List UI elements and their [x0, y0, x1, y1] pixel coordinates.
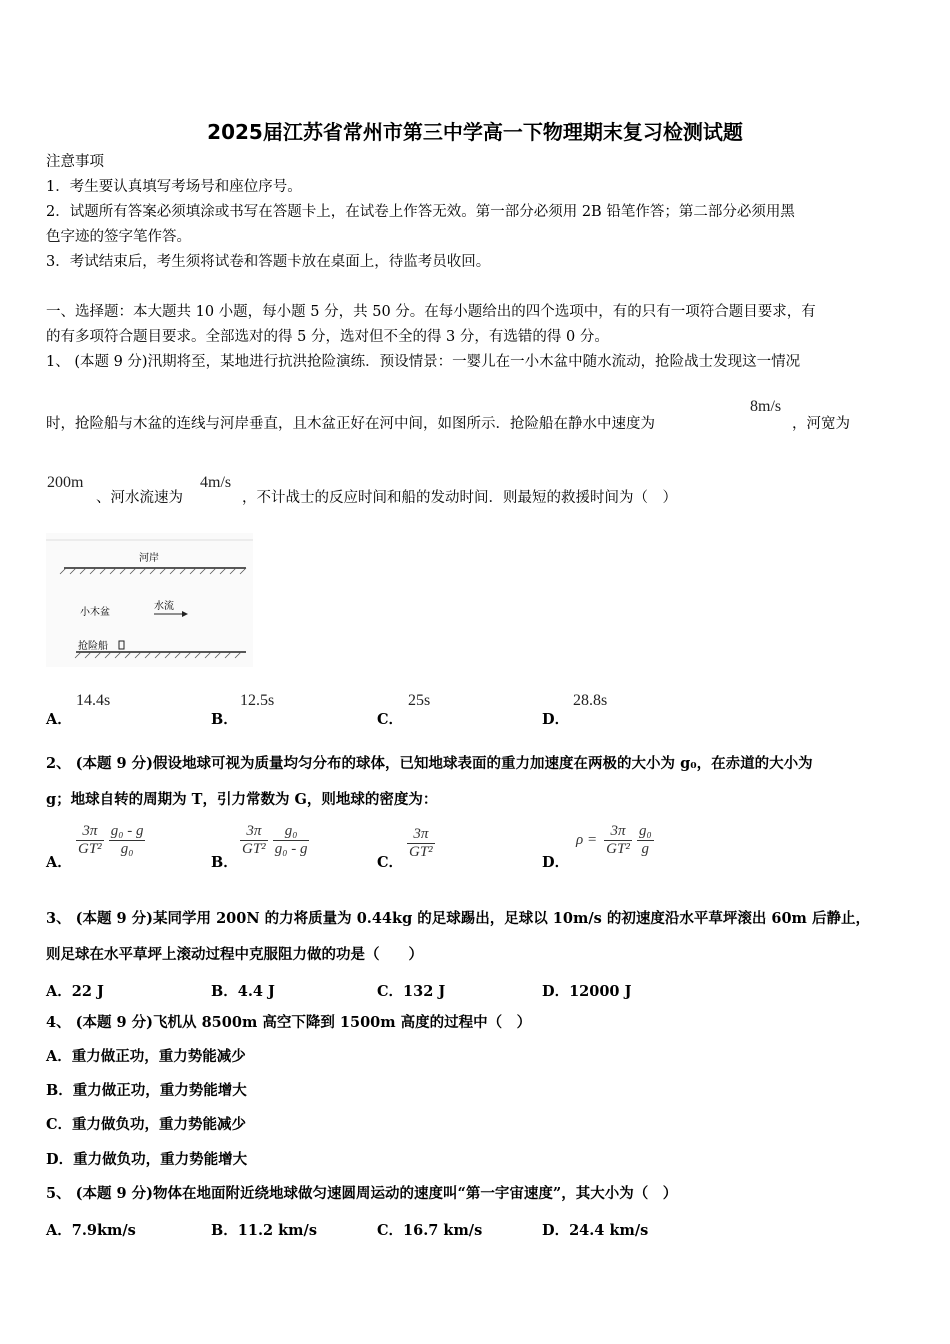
- q4-option: C．重力做负功，重力势能减少: [46, 1116, 247, 1133]
- q2-option-c-formula: [407, 826, 435, 861]
- river-figure: [46, 533, 253, 667]
- q3-option: [377, 980, 445, 1001]
- notice-item: 3．考试结束后，考生须将试卷和答题卡放在桌面上，待监考员收回。: [46, 254, 491, 270]
- option-value: 12000 J: [569, 983, 632, 1000]
- question-5-text: 5、 (本题 9 分)物体在地面附近绕地球做匀速圆周运动的速度叫“第一宇宙速度”，其大小为（ ）: [46, 1185, 678, 1202]
- q2-option-b-formula: [240, 823, 309, 858]
- option-value: 11.2 km/s: [237, 1222, 317, 1239]
- bank-label: 河岸: [139, 553, 159, 564]
- q1-option-value: 14.4s: [76, 692, 111, 709]
- notice-heading: 注意事项: [46, 154, 104, 170]
- denominator: GT²: [78, 841, 102, 857]
- denominator: GT²: [242, 841, 266, 857]
- q5-option: [377, 1219, 482, 1240]
- q3-option: [542, 980, 631, 1001]
- denominator: g₀ - g: [274, 841, 308, 857]
- question-2-text: g；地球自转的周期为 T，引力常数为 G，则地球的密度为：: [46, 791, 438, 808]
- option-label: D．: [542, 983, 570, 1000]
- q1-text-part: 时，抢险船与木盆的连线与河岸垂直，且木盆正好在河中间，如图所示．抢险船在静水中速度为: [46, 416, 655, 432]
- denominator: g: [641, 841, 650, 857]
- q4-option: B．重力做正功，重力势能增大: [46, 1082, 247, 1099]
- option-label: B．: [211, 1222, 238, 1239]
- q1-river-width: 200m: [47, 474, 84, 491]
- boat-icon: [119, 641, 124, 649]
- q3-option: [211, 980, 275, 1001]
- q1-option-label: A．: [46, 711, 72, 728]
- option-label: C．: [377, 1222, 404, 1239]
- option-value: 24.4 km/s: [569, 1222, 649, 1239]
- numerator: 3π: [407, 826, 435, 844]
- q1-option-label: B．: [211, 711, 238, 728]
- fraction: [109, 823, 146, 858]
- q5-option: [542, 1219, 648, 1240]
- q4-option: D．重力做负功，重力势能增大: [46, 1151, 248, 1168]
- notice-item: 1．考生要认真填写考场号和座位序号。: [46, 179, 302, 195]
- option-label: C．: [377, 983, 404, 1000]
- q2-option-label: D．: [542, 854, 570, 871]
- option-label: A．: [46, 983, 72, 1000]
- question-3-text: 3、 (本题 9 分)某同学用 200N 的力将质量为 0.44kg 的足球踢出，足球以 10m/s 的初速度沿水平草坪滚出 60m 后静止，: [46, 910, 870, 927]
- rho-prefix: [574, 832, 599, 849]
- q4-option: A．重力做正功，重力势能减少: [46, 1048, 246, 1065]
- numerator: 3π: [76, 823, 104, 841]
- numerator: g₀ - g: [110, 823, 144, 839]
- q1-text-part: ，不计战士的反应时间和船的发动时间．则最短的救援时间为（ ）: [242, 490, 677, 506]
- question-3-text: 则足球在水平草坪上滚动过程中克服阻力做的功是（ ）: [46, 946, 423, 963]
- notice-item: 2．试题所有答案必须填涂或书写在答题卡上，在试卷上作答无效。第一部分必须用 2B 铅笔作答；第二部分必须用黑: [46, 204, 795, 220]
- q1-text-part: 、河水流速为: [96, 490, 183, 506]
- question-4-text: 4、 (本题 9 分)飞机从 8500m 高空下降到 1500m 高度的过程中（ ）: [46, 1014, 532, 1031]
- q1-option-label: C．: [377, 711, 404, 728]
- option-label: B．: [211, 983, 238, 1000]
- question-1-text: 1、 (本题 9 分)汛期将至，某地进行抗洪抢险演练．预设情景：一婴儿在一小木盆中随水流动，抢险战士发现这一情况: [46, 354, 801, 370]
- denominator: GT²: [409, 844, 433, 860]
- denominator: g₀: [120, 841, 134, 857]
- page-title: 2025届江苏省常州市第三中学高一下物理期末复习检测试题: [207, 120, 743, 144]
- option-value: 16.7 km/s: [403, 1222, 483, 1239]
- section-intro: 一、选择题：本大题共 10 小题，每小题 5 分，共 50 分。在每小题给出的四个选项中，有的只有一项符合题目要求，有: [46, 304, 816, 320]
- river-diagram: [46, 533, 253, 667]
- q2-option-a-formula: [76, 823, 145, 858]
- option-value: 22 J: [71, 983, 104, 1000]
- fraction: [240, 823, 268, 858]
- q1-option-label: D．: [542, 711, 570, 728]
- fraction: [273, 823, 310, 858]
- numerator: g₀: [273, 823, 310, 841]
- fraction: [76, 823, 104, 858]
- section-intro: 的有多项符合题目要求。全部选对的得 5 分，选对但不全的得 3 分，有选错的得 0 分。: [46, 329, 609, 345]
- option-value: 4.4 J: [237, 983, 275, 1000]
- question-2-text: 2、 (本题 9 分)假设地球可视为质量均匀分布的球体，已知地球表面的重力加速度在两极的大小为 g₀，在赤道的大小为: [46, 755, 813, 772]
- q2-option-label: C．: [377, 854, 404, 871]
- option-value: 132 J: [403, 983, 446, 1000]
- option-label: D．: [542, 1222, 570, 1239]
- q5-option: [211, 1219, 317, 1240]
- fraction: [407, 826, 435, 861]
- q2-option-label: A．: [46, 854, 72, 871]
- prefix-text: ρ =: [576, 832, 598, 848]
- fraction: [637, 823, 654, 858]
- q1-flow-speed: 4m/s: [200, 474, 232, 491]
- current-label: 水流: [154, 601, 174, 612]
- numerator: 3π: [240, 823, 268, 841]
- q1-option-value: 25s: [408, 692, 431, 709]
- q1-text-part: ，河宽为: [792, 416, 850, 432]
- numerator: 3π: [604, 823, 632, 841]
- q2-option-d-formula: [574, 823, 654, 858]
- option-label: A．: [46, 1222, 72, 1239]
- q1-option-value: 12.5s: [240, 692, 275, 709]
- q3-option: [46, 980, 104, 1001]
- q1-option-value: 28.8s: [573, 692, 608, 709]
- numerator: g₀: [638, 823, 652, 839]
- notice-item: 色字迹的签字笔作答。: [46, 229, 191, 245]
- denominator: GT²: [606, 841, 630, 857]
- q5-option: [46, 1219, 136, 1240]
- q2-option-label: B．: [211, 854, 238, 871]
- q1-boat-speed: 8m/s: [750, 398, 782, 415]
- basin-label: 小木盆: [80, 607, 110, 618]
- option-value: 7.9km/s: [71, 1222, 136, 1239]
- fraction: [604, 823, 632, 858]
- question-1-text: [46, 415, 655, 433]
- boat-label: 抢险船: [78, 641, 108, 652]
